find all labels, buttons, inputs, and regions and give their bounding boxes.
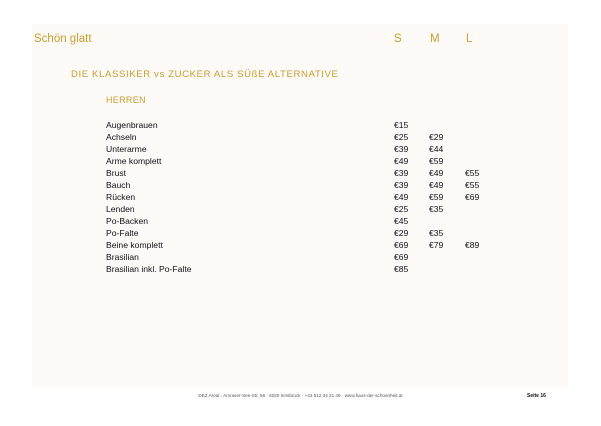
price-row — [106, 155, 526, 167]
item-name: Lenden — [106, 204, 135, 214]
price-s: €49 — [394, 192, 409, 202]
item-name: Po-Backen — [106, 216, 149, 226]
price-l: €89 — [465, 240, 480, 250]
price-s: €25 — [394, 204, 409, 214]
price-m: €79 — [429, 240, 444, 250]
price-m: €44 — [429, 144, 444, 154]
page-title: Schön glatt — [34, 33, 92, 45]
price-row — [106, 119, 526, 131]
footer-address: DEZ Areal · Amraser-See-Str. 56 · 6020 Innsbruck · +43 512 34 21 49 · www.haus-der-schoenheit.at — [198, 393, 403, 398]
item-name: Rücken — [106, 192, 136, 202]
price-row — [106, 167, 526, 179]
page-number: Seite 16 — [527, 393, 546, 399]
price-l: €55 — [465, 180, 480, 190]
price-row — [106, 191, 526, 203]
price-row — [106, 263, 526, 275]
price-s: €49 — [394, 156, 409, 166]
item-name: Brust — [106, 168, 127, 178]
price-s: €29 — [394, 228, 409, 238]
item-name: Achseln — [106, 132, 137, 142]
item-name: Brasilian — [106, 252, 139, 262]
price-s: €39 — [394, 168, 409, 178]
price-s: €15 — [394, 120, 409, 130]
price-row — [106, 215, 526, 227]
item-name: Beine komplett — [106, 240, 163, 250]
item-name: Brasilian inkl. Po-Falte — [106, 264, 192, 274]
size-header-m: M — [430, 33, 440, 45]
price-s: €69 — [394, 240, 409, 250]
price-row — [106, 179, 526, 191]
price-row — [106, 227, 526, 239]
item-name: Arme komplett — [106, 156, 162, 166]
price-m: €35 — [429, 204, 444, 214]
price-row — [106, 251, 526, 263]
item-name: Unterarme — [106, 144, 147, 154]
price-row — [106, 239, 526, 251]
price-m: €35 — [429, 228, 444, 238]
price-row — [106, 131, 526, 143]
item-name: Po-Falte — [106, 228, 139, 238]
price-row — [106, 203, 526, 215]
price-s: €85 — [394, 264, 409, 274]
price-l: €69 — [465, 192, 480, 202]
price-s: €39 — [394, 144, 409, 154]
price-list — [106, 119, 526, 275]
price-m: €29 — [429, 132, 444, 142]
price-m: €49 — [429, 168, 444, 178]
price-s: €39 — [394, 180, 409, 190]
price-s: €45 — [394, 216, 409, 226]
item-name: Augenbrauen — [106, 120, 158, 130]
item-name: Bauch — [106, 180, 131, 190]
size-header-l: L — [466, 33, 473, 45]
subsection-title: HERREN — [106, 95, 146, 105]
section-title: DIE KLASSIKER vs ZUCKER ALS SÜßE ALTERNATIVE — [71, 69, 339, 80]
size-header-s: S — [394, 33, 402, 45]
price-m: €49 — [429, 180, 444, 190]
price-m: €59 — [429, 192, 444, 202]
price-l: €55 — [465, 168, 480, 178]
price-s: €25 — [394, 132, 409, 142]
price-s: €69 — [394, 252, 409, 262]
price-m: €59 — [429, 156, 444, 166]
price-row — [106, 143, 526, 155]
